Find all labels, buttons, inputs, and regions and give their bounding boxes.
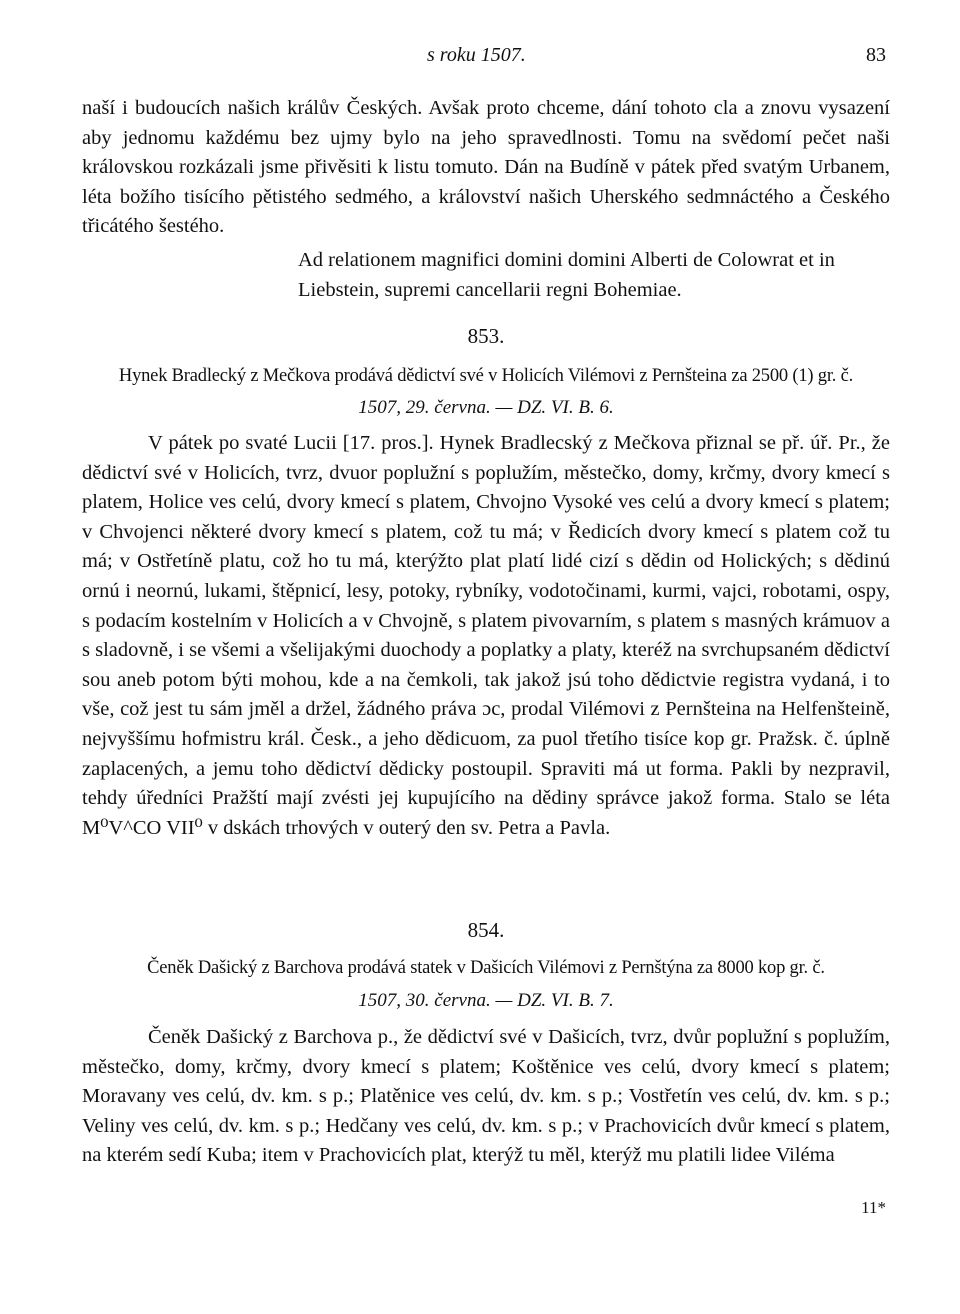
entry-number-854: 854.	[467, 918, 505, 942]
entry-body-854: Čeněk Dašický z Barchova p., že dědictví své v Dašicích, tvrz, dvůr poplužní s poplužím, městečko, domy, krčmy, dvory kmecí s platem; Koštěnice ves celú, dvory kmecí s platem; Moravany ves celú, dv. km. s p.; Platěnice ves celú, dv. km. s p.; Vostřetín ves celú, dv. km. s p.; Veliny ves celú, dv. km. s p.; Hedčany ves celú, dv. km. s p.; v Prachovicích dvůr kmecí s platem, na kterém sedí Kuba; item v Prachovicích plat, kterýž tu měl, kterýž mu platili lidee Viléma	[82, 1026, 890, 1167]
signature-mark: 11*	[861, 1198, 886, 1217]
entry-title-854: Čeněk Dašický z Barchova prodává statek v Dašicích Vilémovi z Pernštýna za 8000 kop gr. č.	[147, 958, 825, 978]
entry-title-853: Hynek Bradlecký z Mečkova prodává dědictví své v Holicích Vilémovi z Pernšteina za 2500 (1) gr. č.	[118, 366, 854, 386]
entry-number-853: 853.	[467, 324, 505, 348]
page-number: 83	[866, 44, 886, 66]
entry-date-854: 1507, 30. června. — DZ. VI. B. 7.	[358, 990, 614, 1011]
page-header	[82, 44, 890, 74]
running-head: s roku 1507.	[427, 44, 526, 66]
intro-paragraph: naší i budoucích našich králův Českých. Avšak proto chceme, dání tohoto cla a znovu vysazení aby jednomu každému bez ujmy bylo na jeho spravedlnosti. Tomu na svědomí pečet naši královskou rozkázali jsme přivěsiti k listu tomuto. Dán na Budíně v pátek před svatým Urbanem, léta božího tisícího pětistého sedmého, a království našich Uherského sedmnáctého a Českého třicátého šestého.	[82, 97, 890, 238]
entry-date-853: 1507, 29. června. — DZ. VI. B. 6.	[358, 397, 614, 418]
entry-body-853: V pátek po svaté Lucii [17. pros.]. Hynek Bradlecský z Mečkova přiznal se př. úř. Pr., že dědictví své v Holicích, tvrz, dvuor poplužní s poplužím, městečko, domy, krčmy, dvory kmecí s platem, Holice ves celú, dvory kmecí s platem, Chvojno Vysoké ves celú a dvory kmecí s platem; v Chvojenci některé dvory kmecí s platem, což tu má; v Ředicích dvory kmecí s platem což tu má; v Ostřetíně platu, což ho tu má, kterýžto plat platí lidé cizí s dědin od Holických; s dědinú ornú i neornú, lukami, štěpnicí, lesy, potoky, rybníky, vodotočinami, kurmi, vajci, robotami, ospy, s podacím kostelním v Holicích a v Chvojně, s platem pivovarním, s platem s masných krámuov a s sladovně, i se všemi a všelijakými duochody a poplatky a platy, kteréž na svrchupsaném dědictví sou aneb potom býti mohou, kde a na čemkoli, tak jakož jsú toho dědictvie registra vydaná, i to vše, což jest tu sám jměl a držel, žádného práva ɔc, prodal Vilémovi z Pernšteina na Helfenšteině, nejvyššímu hofmistru král. Česk., a jeho dědicuom, za puol třetího tisíce kop gr. Pražsk. č. úplně zaplacených, a jemu toho dědictví dědicky postoupil. Spraviti má ut forma. Pakli by nezpravil, tehdy úředníci Pražští mají zvésti jej kupujícího na dědiny správce jakož forma. Stalo se léta M⁰V^CO VII⁰ v dskách trhových v outerý den sv. Petra a Pavla.	[82, 432, 890, 839]
chancery-signature: Ad relationem magnifici domini domini Alberti de Colowrat et in Liebstein, supremi cancellarii regni Bohemiae.	[298, 249, 835, 301]
